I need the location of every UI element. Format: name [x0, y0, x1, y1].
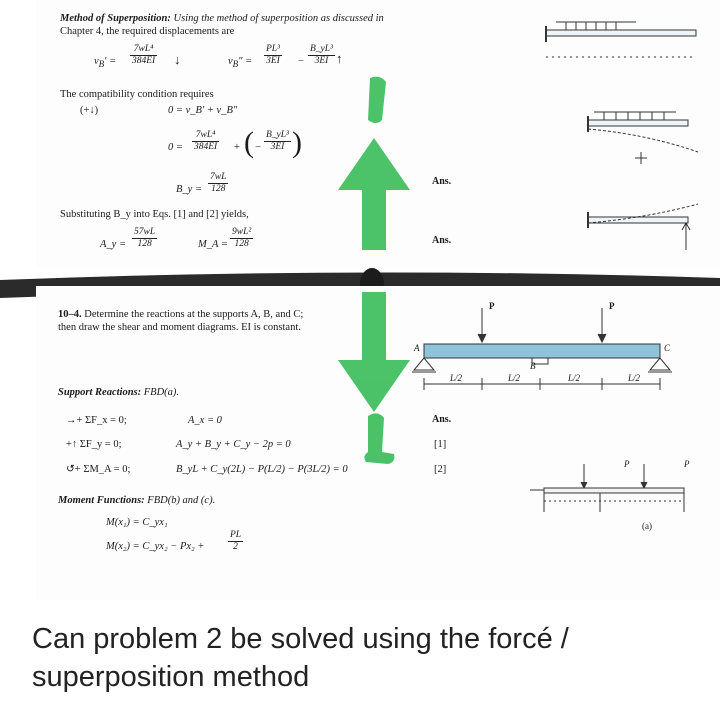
- support-rest: FBD(a).: [143, 387, 180, 398]
- down-arrow-icon: ↓: [174, 52, 181, 67]
- ay-fraction: $\frac{57wL}{128}$: [134, 227, 156, 249]
- dim-label-2: L/2: [508, 373, 521, 383]
- moment-heading: Moment Functions:: [58, 495, 145, 506]
- equation-tag-1: [1]: [434, 439, 447, 450]
- ay-lhs: A_y =: [100, 239, 127, 250]
- up-arrow-icon: ↑: [336, 51, 343, 66]
- answer-label-2: Ans.: [432, 235, 452, 246]
- compat-eq-2-paren-frac: $\frac{\text{B\_yL³}}{3EI}$: [266, 130, 289, 152]
- problem-number: 10–4.: [58, 309, 82, 320]
- eq-ma-lhs: ↺+ ΣM_A = 0;: [66, 464, 131, 475]
- vb1-fraction: $\frac{\text{7wL⁴}}{384EI}$: [132, 44, 156, 66]
- support-label-c: C: [664, 343, 671, 353]
- eq-fy-lhs: +↑ ΣF_y = 0;: [66, 439, 122, 450]
- compat-text: The compatibility condition requires: [60, 89, 214, 100]
- dim-label-3: L/2: [568, 373, 581, 383]
- load-label-p1: P: [489, 301, 495, 311]
- answer-label-1: Ans.: [432, 176, 452, 187]
- moment-rest: FBD(b) and (c).: [147, 495, 216, 506]
- by-fraction: $\frac{7wL}{128}$: [210, 172, 227, 194]
- equation-tag-2: [2]: [434, 464, 447, 475]
- fbd-load-p2: P: [684, 459, 690, 469]
- paren-close: ): [292, 126, 302, 159]
- eq-ma-rhs: B_yL + C_y(2L) − P(L/2) − P(3L/2) = 0: [176, 464, 348, 475]
- compat-eq-1: 0 = v_B′ + v_B″: [168, 105, 238, 116]
- eq-fx-lhs: →+ ΣF_x = 0;: [66, 415, 127, 426]
- moment-functions-line: [58, 494, 215, 507]
- vb1-lhs: $v_B'$ =: [94, 56, 117, 70]
- heading-rest: Using the method of superposition as discussed in: [173, 13, 384, 24]
- eq-fy-rhs: A_y + B_y + C_y − 2p = 0: [176, 439, 291, 450]
- dim-label-4: L/2: [628, 373, 641, 383]
- moment-eq-2-frac: $\frac{PL}{2}$: [230, 530, 242, 552]
- problem-line-1: [58, 308, 303, 321]
- paren-open: (: [244, 126, 254, 159]
- sign-convention: (+↓): [80, 105, 99, 116]
- problem-line-2: then draw the shear and moment diagrams. EI is constant.: [58, 322, 301, 333]
- fbd-label: (a): [642, 521, 652, 531]
- compat-eq-2-frac: $\frac{\text{7wL⁴}}{384EI}$: [194, 130, 218, 152]
- problem-text: Determine the reactions at the supports A, B, and C;: [84, 309, 304, 320]
- vb2-lhs: $v_B''$ =: [228, 56, 253, 70]
- heading-bold: Method of Superposition:: [60, 13, 171, 24]
- compat-eq-2-lhs: 0 =: [168, 142, 183, 153]
- question-caption: Can problem 2 be solved using the forcé / superposition method: [32, 623, 569, 693]
- compat-eq-2-plus: +: [234, 142, 240, 153]
- support-label-b: B: [530, 361, 536, 371]
- support-label-a: A: [414, 343, 420, 353]
- ma-fraction: $\frac{\text{9wL²}}{128}$: [232, 227, 252, 249]
- vb2-fraction-1: $\frac{\text{PL³}}{3EI}$: [266, 44, 280, 66]
- answer-label-3: Ans.: [432, 414, 452, 425]
- heading-line-2: Chapter 4, the required displacements are: [60, 26, 235, 37]
- superposition-diagrams: [526, 12, 716, 262]
- moment-eq-1: M(x₁) = C_yx₁: [106, 517, 168, 528]
- support-heading: Support Reactions:: [58, 387, 142, 398]
- vb2-fraction-2: $\frac{\text{B\_yL³}}{3EI}$: [310, 44, 333, 66]
- minus-sign: −: [298, 56, 304, 67]
- fbd-load-p1: P: [624, 459, 630, 469]
- continuous-beam-figure: [406, 300, 706, 410]
- eq-fx-rhs: A_x = 0: [188, 415, 222, 426]
- load-label-p2: P: [609, 301, 615, 311]
- substitution-text: Substituting B_y into Eqs. [1] and [2] yields,: [60, 209, 249, 220]
- dim-label-1: L/2: [450, 373, 463, 383]
- compat-eq-2-neg: −: [255, 142, 261, 153]
- support-reactions-line: [58, 386, 179, 399]
- green-annotation-arrows: [322, 60, 432, 560]
- ma-lhs: M_A =: [198, 239, 228, 250]
- moment-eq-2-lhs: M(x₂) = C_yx₂ − Px₂ +: [106, 541, 205, 552]
- heading-line-1: [60, 12, 384, 25]
- by-lhs: B_y =: [176, 184, 203, 195]
